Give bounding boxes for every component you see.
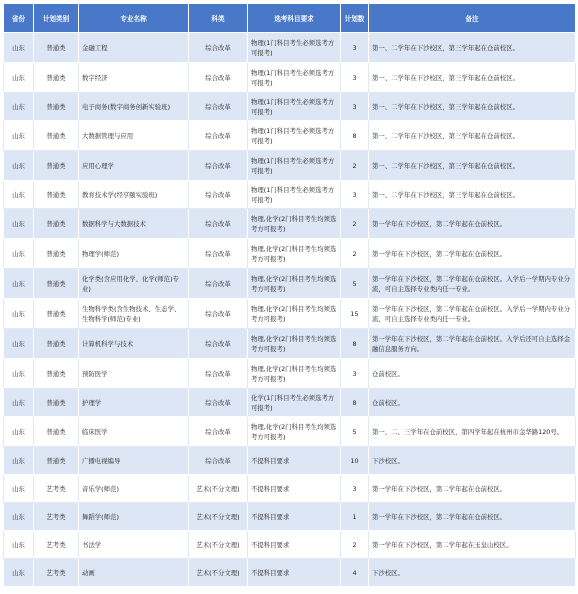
quota-cell: 3	[341, 181, 369, 209]
subject-requirement-cell: 物理,化学(2门科目考生均须选考方可报考)	[248, 239, 341, 269]
subject-type-cell: 综合改革	[189, 239, 248, 269]
plan-category-cell: 普通类	[34, 417, 79, 447]
plan-category-cell: 艺考类	[34, 531, 79, 559]
province-cell: 山东	[4, 33, 34, 63]
major-name-cell: 教育技术学(经亨颐实验班)	[79, 181, 189, 209]
quota-cell: 3	[341, 475, 369, 503]
province-cell: 山东	[4, 389, 34, 417]
remark-cell: 第一、二学年在下沙校区，第三学年起在仓前校区。	[369, 63, 576, 93]
subject-type-cell: 综合改革	[189, 181, 248, 209]
table-row	[4, 33, 576, 63]
remark-cell: 第一学年在下沙校区，第二学年起在仓前校区。	[369, 503, 576, 531]
quota-cell: 8	[341, 329, 369, 359]
remark-cell: 第一学年在下沙校区，第二学年起在仓前校区。入学后还可自主选择金融信息服务方向。	[369, 329, 576, 359]
major-name-cell: 数字经济	[79, 63, 189, 93]
quota-cell: 2	[341, 239, 369, 269]
table-row	[4, 329, 576, 359]
subject-requirement-cell: 物理,化学(2门科目考生均须选考方可报考)	[248, 329, 341, 359]
table-row	[4, 503, 576, 531]
major-name-cell: 生物科学类(含生物技术、生态学、生物科学(师范)专业)	[79, 299, 189, 329]
quota-cell: 3	[341, 93, 369, 121]
province-cell: 山东	[4, 503, 34, 531]
quota-cell: 2	[341, 209, 369, 239]
province-cell: 山东	[4, 475, 34, 503]
remark-cell: 第一、二学年在下沙校区，第三学年起在仓前校区。	[369, 33, 576, 63]
table-row	[4, 559, 576, 587]
subject-requirement-cell: 物理(1门科目考生必须选考方可报考)	[248, 181, 341, 209]
remark-cell: 第一学年在下沙校区，第二学年起在仓前校区。入学后一学期内专业分流，可自主选择专业类内任一专业。	[369, 299, 576, 329]
table-row	[4, 417, 576, 447]
plan-category-cell: 艺考类	[34, 559, 79, 587]
table-row	[4, 93, 576, 121]
major-name-cell: 大数据管理与应用	[79, 121, 189, 151]
table-row	[4, 299, 576, 329]
quota-cell: 5	[341, 269, 369, 299]
subject-type-cell: 艺术(不分文理)	[189, 559, 248, 587]
subject-type-cell: 综合改革	[189, 121, 248, 151]
plan-category-cell: 艺考类	[34, 503, 79, 531]
table-row	[4, 151, 576, 181]
table-row	[4, 359, 576, 389]
table-row	[4, 121, 576, 151]
province-cell: 山东	[4, 93, 34, 121]
province-cell: 山东	[4, 121, 34, 151]
remark-cell: 第一、二、三学年在仓前校区，第四学年起在杭州市金华路120号。	[369, 417, 576, 447]
major-name-cell: 数据科学与大数据技术	[79, 209, 189, 239]
header-subject-type: 科类	[189, 4, 248, 33]
major-name-cell: 舞蹈学(师范)	[79, 503, 189, 531]
table-row	[4, 389, 576, 417]
plan-category-cell: 普通类	[34, 209, 79, 239]
remark-cell: 第一、二学年在下沙校区，第三学年起在仓前校区。	[369, 121, 576, 151]
major-name-cell: 应用心理学	[79, 151, 189, 181]
major-name-cell: 临床医学	[79, 417, 189, 447]
subject-requirement-cell: 物理(1门科目考生必须选考方可报考)	[248, 121, 341, 151]
subject-requirement-cell: 不提科目要求	[248, 475, 341, 503]
subject-type-cell: 艺术(不分文理)	[189, 531, 248, 559]
province-cell: 山东	[4, 181, 34, 209]
subject-type-cell: 综合改革	[189, 63, 248, 93]
subject-requirement-cell: 不提科目要求	[248, 531, 341, 559]
subject-requirement-cell: 物理,化学(2门科目考生均须选考方可报考)	[248, 359, 341, 389]
plan-category-cell: 艺考类	[34, 475, 79, 503]
remark-cell: 第一学年在下沙校区，第二学年起在仓前校区。	[369, 209, 576, 239]
plan-category-cell: 普通类	[34, 63, 79, 93]
province-cell: 山东	[4, 329, 34, 359]
plan-category-cell: 普通类	[34, 121, 79, 151]
subject-requirement-cell: 不提科目要求	[248, 503, 341, 531]
subject-requirement-cell: 物理,化学(2门科目考生均须选考方可报考)	[248, 269, 341, 299]
remark-cell: 下沙校区。	[369, 447, 576, 475]
major-name-cell: 书法学	[79, 531, 189, 559]
quota-cell: 2	[341, 151, 369, 181]
province-cell: 山东	[4, 239, 34, 269]
table-row	[4, 63, 576, 93]
quota-cell: 2	[341, 531, 369, 559]
remark-cell: 下沙校区。	[369, 559, 576, 587]
quota-cell: 8	[341, 389, 369, 417]
plan-category-cell: 普通类	[34, 269, 79, 299]
plan-category-cell: 普通类	[34, 359, 79, 389]
major-name-cell: 广播电视编导	[79, 447, 189, 475]
remark-cell: 第一学年在下沙校区，第二学年起在仓前校区。	[369, 475, 576, 503]
subject-requirement-cell: 物理,化学(2门科目考生均须选考方可报考)	[248, 209, 341, 239]
subject-requirement-cell: 物理(1门科目考生必须选考方可报考)	[248, 151, 341, 181]
subject-type-cell: 艺术(不分文理)	[189, 475, 248, 503]
province-cell: 山东	[4, 559, 34, 587]
remark-cell: 仓前校区。	[369, 389, 576, 417]
admission-plan-table-container	[3, 3, 575, 587]
remark-cell: 仓前校区。	[369, 359, 576, 389]
quota-cell: 5	[341, 417, 369, 447]
major-name-cell: 动画	[79, 559, 189, 587]
quota-cell: 1	[341, 503, 369, 531]
subject-requirement-cell: 物理(1门科目考生必须选考方可报考)	[248, 93, 341, 121]
quota-cell: 8	[341, 121, 369, 151]
province-cell: 山东	[4, 299, 34, 329]
quota-cell: 3	[341, 63, 369, 93]
remark-cell: 第一学年在下沙校区，第二学年起在仓前校区。入学后一学期内专业分流，可自主选择专业类内任一专业。	[369, 269, 576, 299]
province-cell: 山东	[4, 63, 34, 93]
subject-requirement-cell: 化学(1门科目考生必须选考方可报考)	[248, 389, 341, 417]
table-row	[4, 475, 576, 503]
subject-type-cell: 综合改革	[189, 359, 248, 389]
table-row	[4, 531, 576, 559]
plan-category-cell: 普通类	[34, 389, 79, 417]
subject-type-cell: 综合改革	[189, 33, 248, 63]
subject-requirement-cell: 物理,化学(2门科目考生均须选考方可报考)	[248, 417, 341, 447]
province-cell: 山东	[4, 417, 34, 447]
quota-cell: 15	[341, 299, 369, 329]
table-row	[4, 209, 576, 239]
header-remark: 备注	[369, 4, 576, 33]
major-name-cell: 物理学(师范)	[79, 239, 189, 269]
quota-cell: 10	[341, 447, 369, 475]
subject-requirement-cell: 物理,化学(2门科目考生均须选考方可报考)	[248, 299, 341, 329]
major-name-cell: 化学类(含应用化学、化学(师范)专业)	[79, 269, 189, 299]
subject-type-cell: 综合改革	[189, 299, 248, 329]
province-cell: 山东	[4, 531, 34, 559]
plan-category-cell: 普通类	[34, 239, 79, 269]
subject-type-cell: 综合改革	[189, 329, 248, 359]
table-row	[4, 181, 576, 209]
subject-type-cell: 艺术(不分文理)	[189, 503, 248, 531]
province-cell: 山东	[4, 269, 34, 299]
major-name-cell: 预防医学	[79, 359, 189, 389]
plan-category-cell: 普通类	[34, 181, 79, 209]
remark-cell: 第一学年在下沙校区，第二学年起在玉皇山校区。	[369, 531, 576, 559]
province-cell: 山东	[4, 151, 34, 181]
major-name-cell: 护理学	[79, 389, 189, 417]
plan-category-cell: 普通类	[34, 447, 79, 475]
province-cell: 山东	[4, 209, 34, 239]
header-quota: 计划数	[341, 4, 369, 33]
plan-category-cell: 普通类	[34, 33, 79, 63]
table-body	[4, 33, 576, 587]
header-major-name: 专业名称	[79, 4, 189, 33]
remark-cell: 第一、二学年在下沙校区，第三学年起在仓前校区。	[369, 151, 576, 181]
subject-requirement-cell: 不提科目要求	[248, 559, 341, 587]
plan-category-cell: 普通类	[34, 299, 79, 329]
table-row	[4, 447, 576, 475]
province-cell: 山东	[4, 359, 34, 389]
subject-requirement-cell: 不提科目要求	[248, 447, 341, 475]
remark-cell: 第一、二学年在下沙校区，第三学年起在仓前校区。	[369, 93, 576, 121]
subject-type-cell: 综合改革	[189, 447, 248, 475]
quota-cell: 3	[341, 359, 369, 389]
header-row	[4, 4, 576, 33]
subject-type-cell: 综合改革	[189, 209, 248, 239]
province-cell: 山东	[4, 447, 34, 475]
subject-type-cell: 综合改革	[189, 151, 248, 181]
subject-type-cell: 综合改革	[189, 417, 248, 447]
header-subject-requirement: 选考科目要求	[248, 4, 341, 33]
admission-plan-table	[3, 3, 576, 587]
plan-category-cell: 普通类	[34, 151, 79, 181]
plan-category-cell: 普通类	[34, 93, 79, 121]
remark-cell: 第一学年在下沙校区，第二学年起在仓前校区。	[369, 239, 576, 269]
major-name-cell: 音乐学(师范)	[79, 475, 189, 503]
table-row	[4, 239, 576, 269]
subject-type-cell: 综合改革	[189, 389, 248, 417]
table-row	[4, 269, 576, 299]
major-name-cell: 电子商务(数字商务创新实验班)	[79, 93, 189, 121]
plan-category-cell: 普通类	[34, 329, 79, 359]
subject-requirement-cell: 物理(1门科目考生必须选考方可报考)	[248, 63, 341, 93]
remark-cell: 第一、二学年在下沙校区，第三学年起在仓前校区。	[369, 181, 576, 209]
major-name-cell: 金融工程	[79, 33, 189, 63]
subject-requirement-cell: 物理(1门科目考生必须选考方可报考)	[248, 33, 341, 63]
subject-type-cell: 综合改革	[189, 93, 248, 121]
major-name-cell: 计算机科学与技术	[79, 329, 189, 359]
subject-type-cell: 综合改革	[189, 269, 248, 299]
quota-cell: 3	[341, 33, 369, 63]
quota-cell: 4	[341, 559, 369, 587]
header-province: 省份	[4, 4, 34, 33]
header-plan-category: 计划类别	[34, 4, 79, 33]
